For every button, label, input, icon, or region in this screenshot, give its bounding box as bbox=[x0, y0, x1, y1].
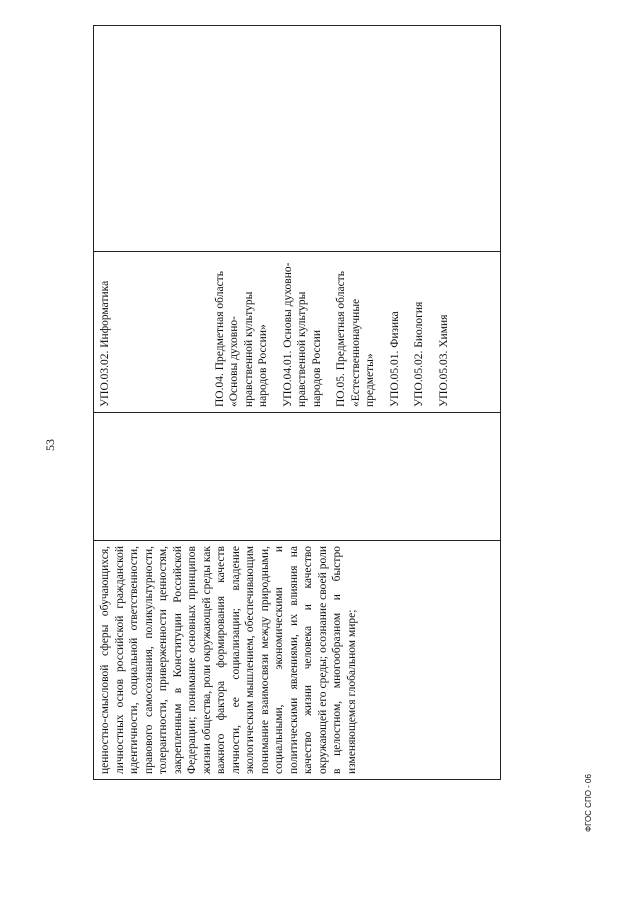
subject-biology: УПО.05.02. Биология bbox=[413, 301, 425, 407]
subjects-cell bbox=[94, 252, 501, 413]
subject-chemistry: УПО.05.03. Химия bbox=[437, 314, 450, 407]
subject-informatics: УПО.03.02. Информатика bbox=[99, 280, 111, 407]
footer-label: ФГОС СПО - 06 bbox=[584, 774, 593, 832]
page-number: 53 bbox=[43, 439, 57, 451]
subject-area-po05: ПО.05. Предметная область «Естественнонаучные предметы» bbox=[335, 271, 376, 407]
content-table-wrapper bbox=[93, 70, 501, 780]
subject-area-po04: ПО.04. Предметная область «Основы духовно-нравственной культуры народов России» bbox=[213, 271, 269, 407]
empty-cell-right bbox=[94, 26, 501, 252]
subject-upo0401: УПО.04.01. Основы духовно-нравственной культуры народов России bbox=[281, 262, 323, 407]
content-table bbox=[93, 25, 501, 780]
results-cell: ценностно-смысловой сферы обучающихся, личностных основ российской гражданской идентичности, социальной ответственности, правового самосознания, поликультурности, толерантности, приверженности ценностям, закрепленным в Конституции Российской Федерации; понимание основных принципов жизни общества, роли окружающей среды как важного фактора формирования качеств личности, ее социализации; владение экологическим мышлением, обеспечивающим понимание взаимосвязи между природными, социальными, экономическими и политическими явлениями, их влияния на качество жизни человека и качество окружающей его среды; осознание своей роли в целостном, многообразном и быстро изменяющемся глобальном мире; bbox=[94, 541, 501, 780]
subject-physics: УПО.05.01. Физика bbox=[388, 311, 401, 407]
empty-cell bbox=[94, 413, 501, 541]
table-row bbox=[94, 26, 501, 780]
